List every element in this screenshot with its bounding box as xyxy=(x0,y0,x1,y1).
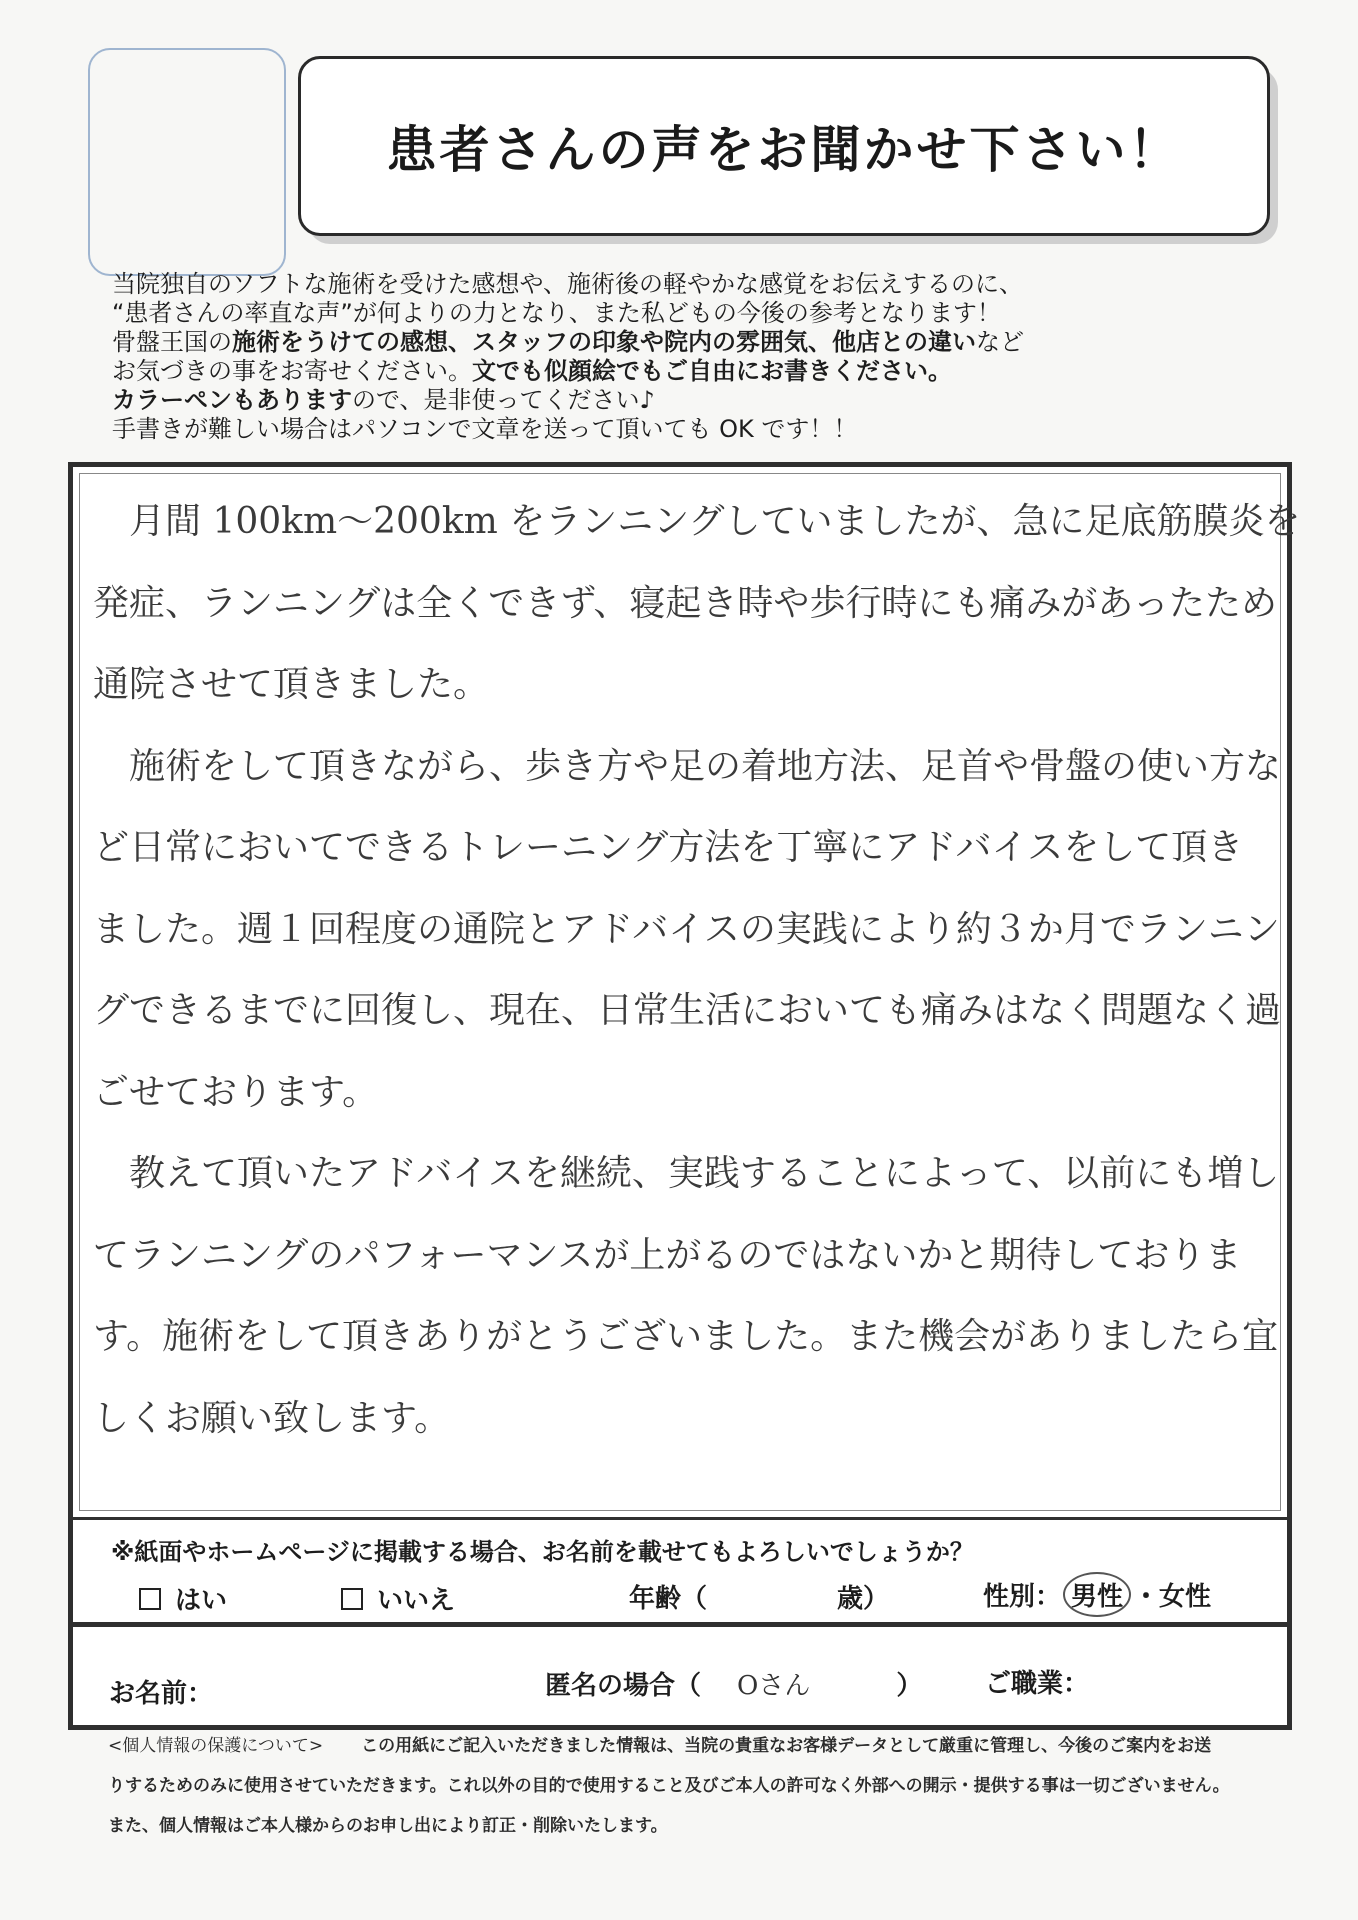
job-label: ご職業： xyxy=(985,1669,1090,1699)
age-field[interactable] xyxy=(629,1578,889,1615)
gender-separator: ・ xyxy=(1133,1582,1160,1612)
intro-line xyxy=(112,357,1292,386)
title-box xyxy=(298,56,1270,236)
no-checkbox[interactable] xyxy=(341,1588,363,1610)
comment-box xyxy=(68,462,1301,1522)
comment-line: ど日常においてできるトレーニング方法を丁寧にアドバイスをして頂き xyxy=(93,827,1244,868)
privacy-heading: <個人情報の保護について> xyxy=(108,1736,324,1756)
photo-box xyxy=(88,48,286,276)
intro-line xyxy=(112,386,1292,415)
gender-field xyxy=(983,1572,1211,1617)
consent-no-option[interactable] xyxy=(341,1580,455,1617)
comment-line: ごせております。 xyxy=(93,1071,379,1113)
yes-label: はい xyxy=(175,1586,228,1616)
comment-line: てランニングのパフォーマンスが上がるのではないかと期待しておりま xyxy=(93,1234,1242,1276)
consent-yes-option[interactable] xyxy=(139,1580,227,1617)
name-section xyxy=(68,1624,1292,1730)
gender-female-option[interactable]: 女性 xyxy=(1159,1582,1212,1612)
anon-suffix: ） xyxy=(896,1671,923,1701)
consent-question: ※紙面やホームページに掲載する場合、お名前を載せてもよろしいでしょうか？ xyxy=(111,1538,974,1566)
privacy-line: りするためのみに使用させていただきます。これ以外の目的で使用すること及びご本人の許可なく外部への開示・提供する事は一切ございません。 xyxy=(108,1776,1230,1796)
comment-line: す。施術をして頂きありがとうございました。また機会がありましたら宜 xyxy=(93,1316,1279,1357)
consent-section xyxy=(68,1520,1292,1626)
intro-text xyxy=(112,270,1292,444)
privacy-notice xyxy=(108,1726,1308,1846)
comment-line: 施術をして頂きながら、歩き方や足の着地方法、足首や骨盤の使い方な xyxy=(129,745,1282,787)
age-prefix: 年齢（ xyxy=(629,1584,708,1614)
age-suffix: 歳） xyxy=(837,1584,890,1614)
intro-line: 手書きが難しい場合はパソコンで文章を送って頂いても OK です！！ xyxy=(112,415,858,443)
intro-segment: 骨盤王国の xyxy=(112,328,232,356)
comment-line: 通院させて頂きました。 xyxy=(93,664,490,705)
intro-emphasis: 文でも似顔絵でもご自由にお書きください。 xyxy=(472,357,952,385)
anon-prefix: 匿名の場合（ xyxy=(545,1671,702,1701)
gender-prefix: 性別： xyxy=(983,1582,1062,1612)
intro-segment: お気づきの事をお寄せください。 xyxy=(112,357,472,385)
intro-segment: など xyxy=(976,328,1024,356)
privacy-line xyxy=(108,1726,1308,1766)
intro-line: 当院独自のソフトな施術を受けた感想や、施術後の軽やかな感覚をお伝えするのに、 xyxy=(112,270,1024,298)
comment-text xyxy=(93,481,1301,1459)
privacy-text: この用紙にご記入いただきました情報は、当院の貴重なお客様データとして厳重に管理し、今後のご案内をお送 xyxy=(361,1736,1212,1756)
comment-line: 月間 100km～200km をランニングしていましたが、急に足底筋膜炎を xyxy=(129,501,1301,542)
page-title: 患者さんの声をお聞かせ下さい！ xyxy=(386,121,1182,179)
intro-segment: ので、是非使ってください♪ xyxy=(352,386,655,414)
comment-line: 教えて頂いたアドバイスを継続、実践することによって、以前にも増し xyxy=(129,1153,1280,1194)
gender-male-option[interactable]: 男性 xyxy=(1063,1572,1131,1617)
no-label: いいえ xyxy=(377,1586,456,1616)
name-label: お名前： xyxy=(109,1679,214,1709)
intro-emphasis: カラーペンもあります xyxy=(112,386,352,414)
comment-line: しくお願い致します。 xyxy=(93,1397,451,1439)
intro-emphasis: 施術をうけての感想、スタッフの印象や院内の雰囲気、他店との違い xyxy=(232,328,976,356)
intro-line xyxy=(112,328,1292,357)
comment-line: 発症、ランニングは全くできず、寝起き時や歩行時にも痛みがあったため xyxy=(93,582,1278,624)
anon-value: Oさん xyxy=(737,1671,811,1701)
comment-line: ました。週１回程度の通院とアドバイスの実践により約３か月でランニン xyxy=(93,908,1280,950)
yes-checkbox[interactable] xyxy=(139,1588,161,1610)
anonymous-name-field[interactable] xyxy=(545,1665,922,1702)
privacy-line: また、個人情報はご本人様からのお申し出により訂正・削除いたします。 xyxy=(108,1816,668,1836)
comment-line: グできるまでに回復し、現在、日常生活においても痛みはなく問題なく過 xyxy=(93,990,1282,1031)
intro-line: “患者さんの率直な声”が何よりの力となり、また私どもの今後の参考となります！ xyxy=(112,299,1001,327)
